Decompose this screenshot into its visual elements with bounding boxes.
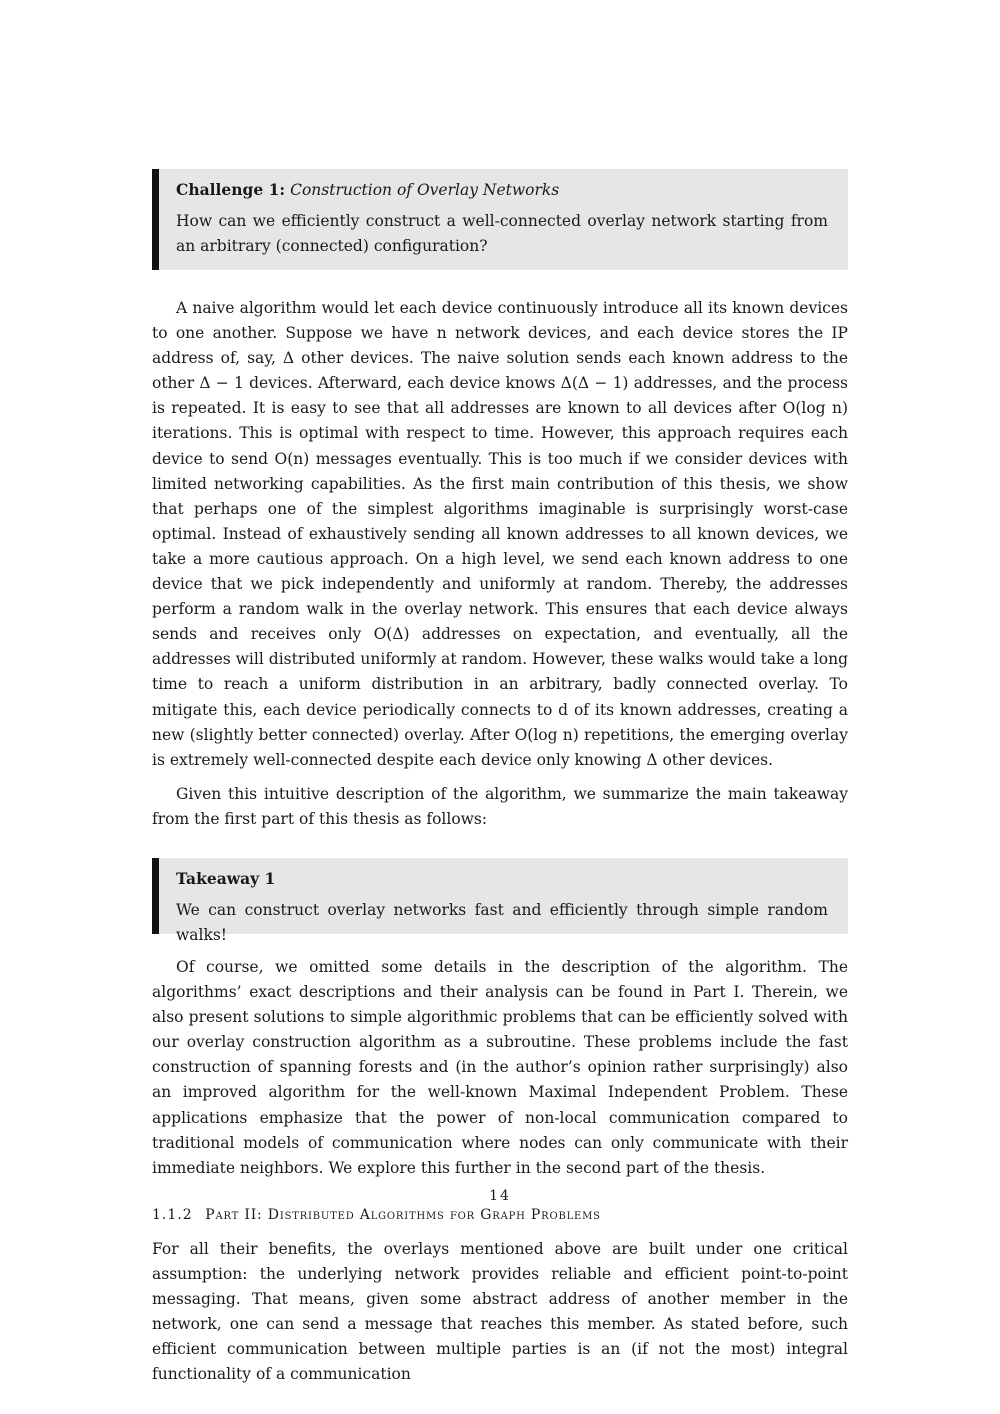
paragraph-summary-intro: Given this intuitive description of the algorithm, we summarize the main takeaway from the first part of this thesis as follows: [152, 784, 848, 828]
section-heading [152, 1204, 848, 1226]
paragraph-naive-algorithm: A naive algorithm would let each device continuously introduce all its known devices to one another. Suppose we have n network devices, and each device stores the IP address of, say, Δ other devices. The naive solution sends each known address to the other Δ − 1 devices. Afterward, each device knows Δ(Δ − 1) addresses, and the process is repeated. It is easy to see that all addresses are known to all devices after O(log n) iterations. This is optimal with respect to time. However, this approach requires each device to send O(n) messages eventually. This is too much if we consider devices with limited networking capabilities. As the first main contribution of this thesis, we show that perhaps one of the simplest algorithms imaginable is surprisingly worst-case optimal. Instead of exhaustively sending all known addresses to all known devices, we take a more cautious approach. On a high level, we send each known address to one device that we pick independently and uniformly at random. Thereby, the addresses perform a random walk in the overlay network. This ensures that each device always sends and receives only O(Δ) addresses on expectation, and eventually, all the addresses will distributed uniformly at random. However, these walks would take a long time to reach a uniform distribution in an arbitrary, badly connected overlay. To mitigate this, each device periodically connects to d of its known addresses, creating a new (slightly better connected) overlay. After O(log n) repetitions, the emerging overlay is extremely well-connected despite each device only knowing Δ other devices. [152, 299, 848, 769]
challenge-box [152, 169, 848, 270]
takeaway-label: Takeaway 1 [176, 868, 276, 888]
takeaway-heading [176, 868, 828, 890]
section-title: Part II: Distributed Algorithms for Graph Problems [205, 1206, 601, 1223]
section-number: 1.1.2 [152, 1206, 193, 1223]
challenge-label: Challenge 1: [176, 180, 286, 199]
takeaway-box [152, 858, 848, 944]
takeaway-text: We can construct overlay networks fast and efficiently through simple random walks! [176, 900, 828, 944]
challenge-title: Construction of Overlay Networks [290, 181, 560, 199]
paragraph-overlay-assumption: For all their benefits, the overlays mentioned above are built under one critical assumption: the underlying network provides reliable and efficient point-to-point messaging. That means, given some abstract address of another member in the network, one can send a message that reaches this member. As stated before, such efficient communication between multiple parties is an (if not the most) integral functionality of a communication [152, 1239, 848, 1384]
page-number: 14 [489, 1188, 511, 1204]
challenge-text: How can we efficiently construct a well-connected overlay network starting from an arbitrary (connected) configuration? [176, 212, 828, 255]
page-content [152, 169, 848, 1387]
paragraph-details: Of course, we omitted some details in the description of the algorithm. The algorithms’ exact descriptions and their analysis can be found in Part I. Therein, we also present solutions to simple algorithmic problems that can be efficiently solved with our overlay construction algorithm as a subroutine. These problems include the fast construction of spanning forests and (in the author’s opinion rather surprisingly) also an improved algorithm for the well-known Maximal Independent Problem. These applications emphasize that the power of non-local communication compared to traditional models of communication where nodes can only communicate with their immediate neighbors. We explore this further in the second part of the thesis. [152, 957, 848, 1177]
challenge-heading [176, 179, 828, 201]
